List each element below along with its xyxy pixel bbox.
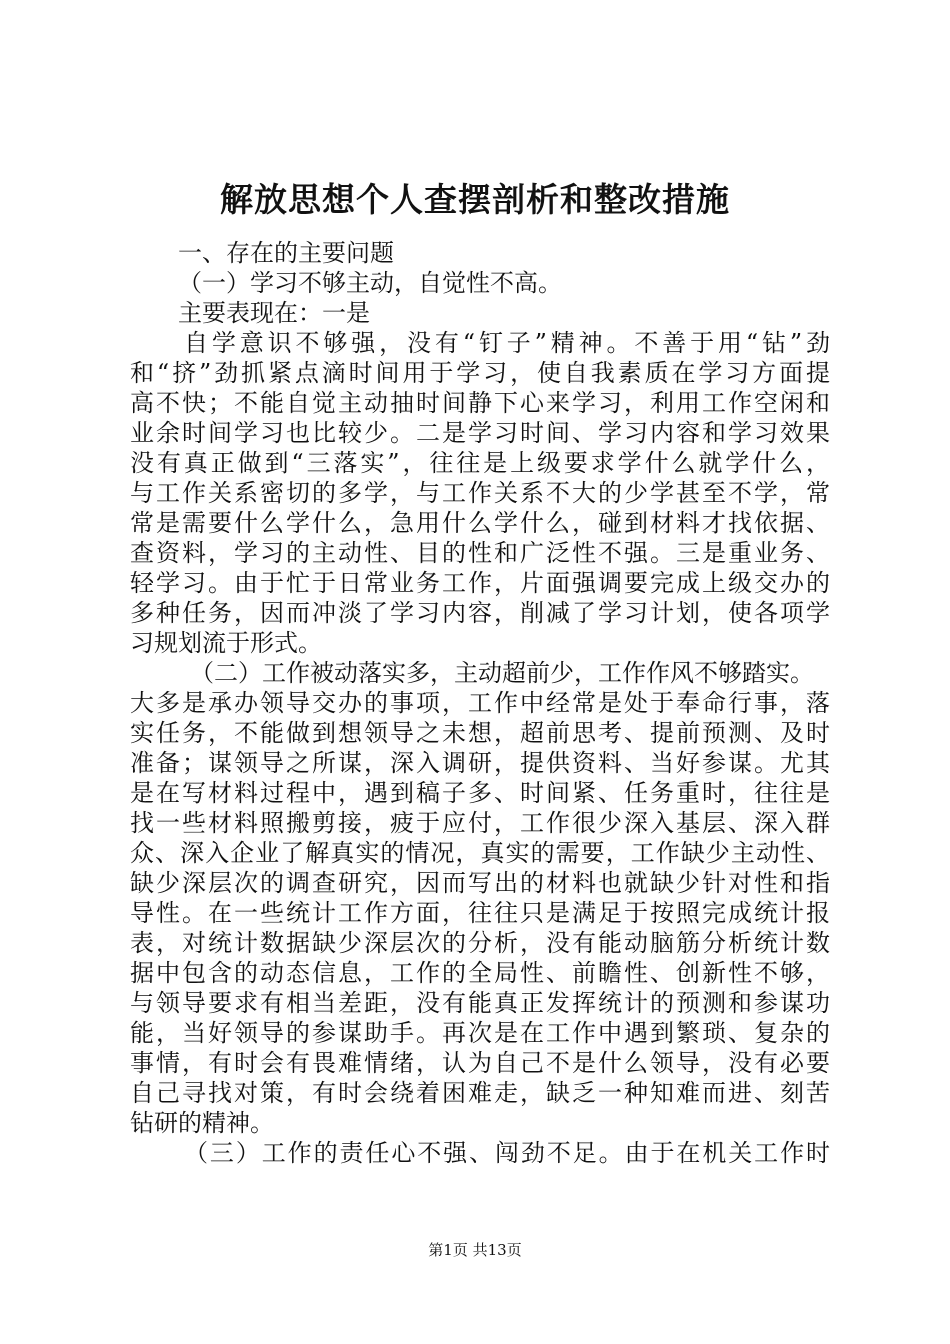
text-line: 大多是承办领导交办的事项，工作中经常是处于奉命行事，落 [130, 689, 830, 717]
text-line: 能，当好领导的参谋助手。再次是在工作中遇到繁琐、复杂的 [130, 1019, 830, 1047]
page-footer: 第1页 共13页 [428, 1241, 522, 1259]
text-line: （三）工作的责任心不强、闯劲不足。由于在机关工作时 [184, 1139, 830, 1167]
text-line: 众、深入企业了解真实的情况，真实的需要，工作缺少主动性、 [130, 839, 830, 867]
text-line: 缺少深层次的调查研究，因而写出的材料也就缺少针对性和指 [130, 869, 830, 897]
text-line: 轻学习。由于忙于日常业务工作，片面强调要完成上级交办的 [130, 569, 830, 597]
text-line: 一、存在的主要问题 [178, 239, 394, 267]
document-title: 解放思想个人查摆剖析和整改措施 [220, 180, 730, 219]
text-line: 没有真正做到“三落实”，往往是上级要求学什么就学什么， [130, 449, 830, 477]
text-line: 钻研的精神。 [130, 1109, 274, 1137]
text-line: 多种任务，因而冲淡了学习内容，削减了学习计划，使各项学 [130, 599, 830, 627]
text-line: 表，对统计数据缺少深层次的分析，没有能动脑筋分析统计数 [130, 929, 830, 957]
text-line: 据中包含的动态信息，工作的全局性、前瞻性、创新性不够， [130, 959, 830, 987]
text-line: 准备；谋领导之所谋，深入调研，提供资料、当好参谋。尤其 [130, 749, 830, 777]
text-line: 主要表现在：一是 [178, 299, 370, 327]
text-line: 业余时间学习也比较少。二是学习时间、学习内容和学习效果 [130, 419, 830, 447]
text-line: 查资料，学习的主动性、目的性和广泛性不强。三是重业务、 [130, 539, 830, 567]
text-line: 和“挤”劲抓紧点滴时间用于学习，使自我素质在学习方面提 [130, 359, 830, 387]
text-line: （二）工作被动落实多，主动超前少，工作作风不够踏实。 [190, 659, 814, 687]
text-line: 实任务，不能做到想领导之未想，超前思考、提前预测、及时 [130, 719, 830, 747]
text-line: 事情，有时会有畏难情绪，认为自己不是什么领导，没有必要 [130, 1049, 830, 1077]
text-line: 自己寻找对策，有时会绕着困难走，缺乏一种知难而进、刻苦 [130, 1079, 830, 1107]
document-body [130, 238, 830, 1168]
text-line: 找一些材料照搬剪接，疲于应付，工作很少深入基层、深入群 [130, 809, 830, 837]
text-line: 导性。在一些统计工作方面，往往只是满足于按照完成统计报 [130, 899, 830, 927]
text-line: 高不快；不能自觉主动抽时间静下心来学习，利用工作空闲和 [130, 389, 830, 417]
text-line: 与领导要求有相当差距，没有能真正发挥统计的预测和参谋功 [130, 989, 830, 1017]
text-line: 与工作关系密切的多学，与工作关系不大的少学甚至不学，常 [130, 479, 830, 507]
text-line: 习规划流于形式。 [130, 629, 322, 657]
text-line: 自学意识不够强，没有“钉子”精神。不善于用“钻”劲 [184, 329, 830, 357]
text-line: 是在写材料过程中，遇到稿子多、时间紧、任务重时，往往是 [130, 779, 830, 807]
text-line: 常是需要什么学什么，急用什么学什么，碰到材料才找依据、 [130, 509, 830, 537]
text-line: （一）学习不够主动，自觉性不高。 [178, 269, 562, 297]
